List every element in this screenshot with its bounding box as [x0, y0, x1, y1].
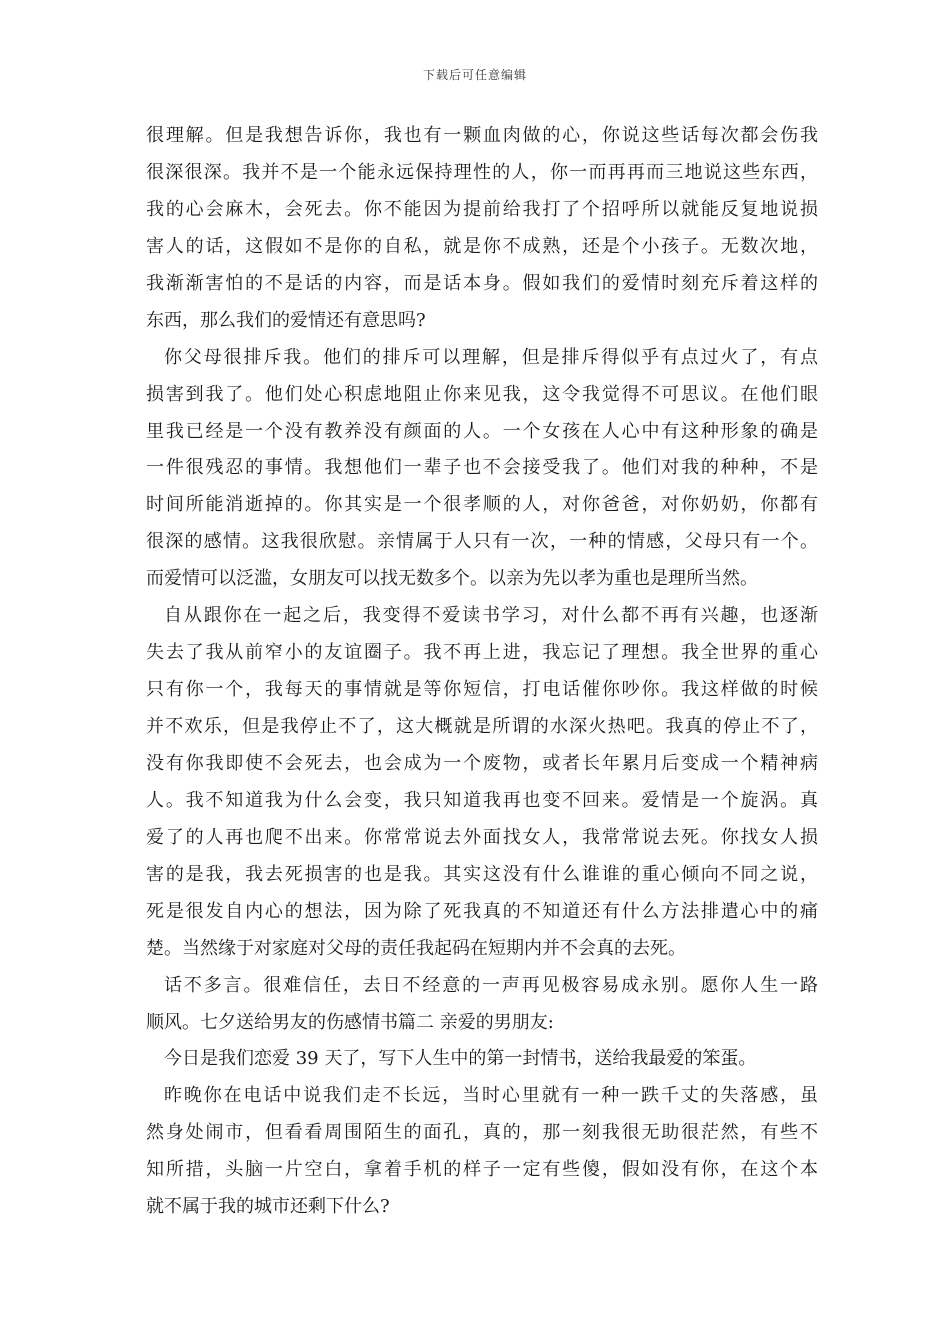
text-line: 自从跟你在一起之后，我变得不爱读书学习，对什么都不再有兴趣，也逐渐	[164, 605, 818, 627]
text-line: 一件很残忍的事情。我想他们一辈子也不会接受我了。他们对我的种种，不是	[146, 457, 818, 479]
text-line: 死是很发自内心的想法，因为除了死我真的不知道还有什么方法排遣心中的痛	[146, 900, 818, 922]
text-line: 人。我不知道我为什么会变，我只知道我再也变不回来。爱情是一个旋涡。真	[146, 789, 818, 811]
text-line: 时间所能消逝掉的。你其实是一个很孝顺的人，对你爸爸，对你奶奶，你都有	[146, 494, 818, 516]
text-line: 很理解。但是我想告诉你，我也有一颗血肉做的心，你说这些话每次都会伤我	[146, 125, 818, 146]
text-line: 知所措，头脑一片空白，拿着手机的样子一定有些傻，假如没有你，在这个本	[146, 1159, 818, 1181]
text-line: 话不多言。很难信任，去日不经意的一声再见极容易成永别。愿你人生一路	[164, 974, 818, 996]
text-line: 就不属于我的城市还剩下什么?	[146, 1196, 390, 1218]
text-line: 并不欢乐，但是我停止不了，这大概就是所谓的水深火热吧。我真的停止不了，	[146, 716, 818, 737]
text-line: 里我已经是一个没有教养没有颜面的人。一个女孩在人心中有这种形象的确是	[146, 420, 818, 442]
text-line: 楚。当然缘于对家庭对父母的责任我起码在短期内并不会真的去死。	[146, 937, 686, 959]
text-line: 我渐渐害怕的不是话的内容，而是话本身。假如我们的爱情时刻充斥着这样的	[146, 272, 818, 294]
text-line: 东西，那么我们的爱情还有意思吗?	[146, 309, 426, 331]
text-line: 爱了的人再也爬不出来。你常常说去外面找女人，我常常说去死。你找女人损	[146, 826, 818, 848]
text-line: 没有你我即使不会死去，也会成为一个废物，或者长年累月后变成一个精神病	[146, 752, 818, 774]
text-line: 然身处闹市，但看看周围陌生的面孔，真的，那一刻我很无助很茫然，有些不	[146, 1122, 818, 1144]
text-line: 损害到我了。他们处心积虑地阻止你来见我，这令我觉得不可思议。在他们眼	[146, 383, 818, 405]
page-header: 下载后可任意编辑	[422, 68, 527, 82]
text-line: 很深的感情。这我很欣慰。亲情属于人只有一次，一种的情感，父母只有一个。	[146, 531, 818, 553]
text-line: 失去了我从前窄小的友谊圈子。我不再上进，我忘记了理想。我全世界的重心	[146, 642, 818, 664]
text-line: 只有你一个，我每天的事情就是等你短信，打电话催你吵你。我这样做的时候	[146, 679, 818, 701]
text-line: 害人的话，这假如不是你的自私，就是你不成熟，还是个小孩子。无数次地，	[146, 235, 818, 257]
text-line: 顺风。七夕送给男友的伤感情书篇二 亲爱的男朋友:	[146, 1011, 554, 1033]
text-line: 昨晚你在电话中说我们走不长远，当时心里就有一种一跌千丈的失落感，虽	[164, 1085, 818, 1107]
text-line: 很深很深。我并不是一个能永远保持理性的人，你一而再再而三地说这些东西，	[146, 161, 818, 183]
text-line: 今日是我们恋爱 39 天了，写下人生中的第一封情书，送给我最爱的笨蛋。	[164, 1048, 757, 1070]
text-line: 我的心会麻木，会死去。你不能因为提前给我打了个招呼所以就能反复地说损	[146, 198, 818, 220]
text-line: 害的是我，我去死损害的也是我。其实这没有什么谁谁的重心倾向不同之说，	[146, 863, 818, 885]
document-body	[146, 118, 818, 1226]
text-line: 你父母很排斥我。他们的排斥可以理解，但是排斥得似乎有点过火了，有点	[164, 346, 818, 368]
text-line: 而爱情可以泛滥，女朋友可以找无数多个。以亲为先以孝为重也是理所当然。	[146, 568, 758, 590]
